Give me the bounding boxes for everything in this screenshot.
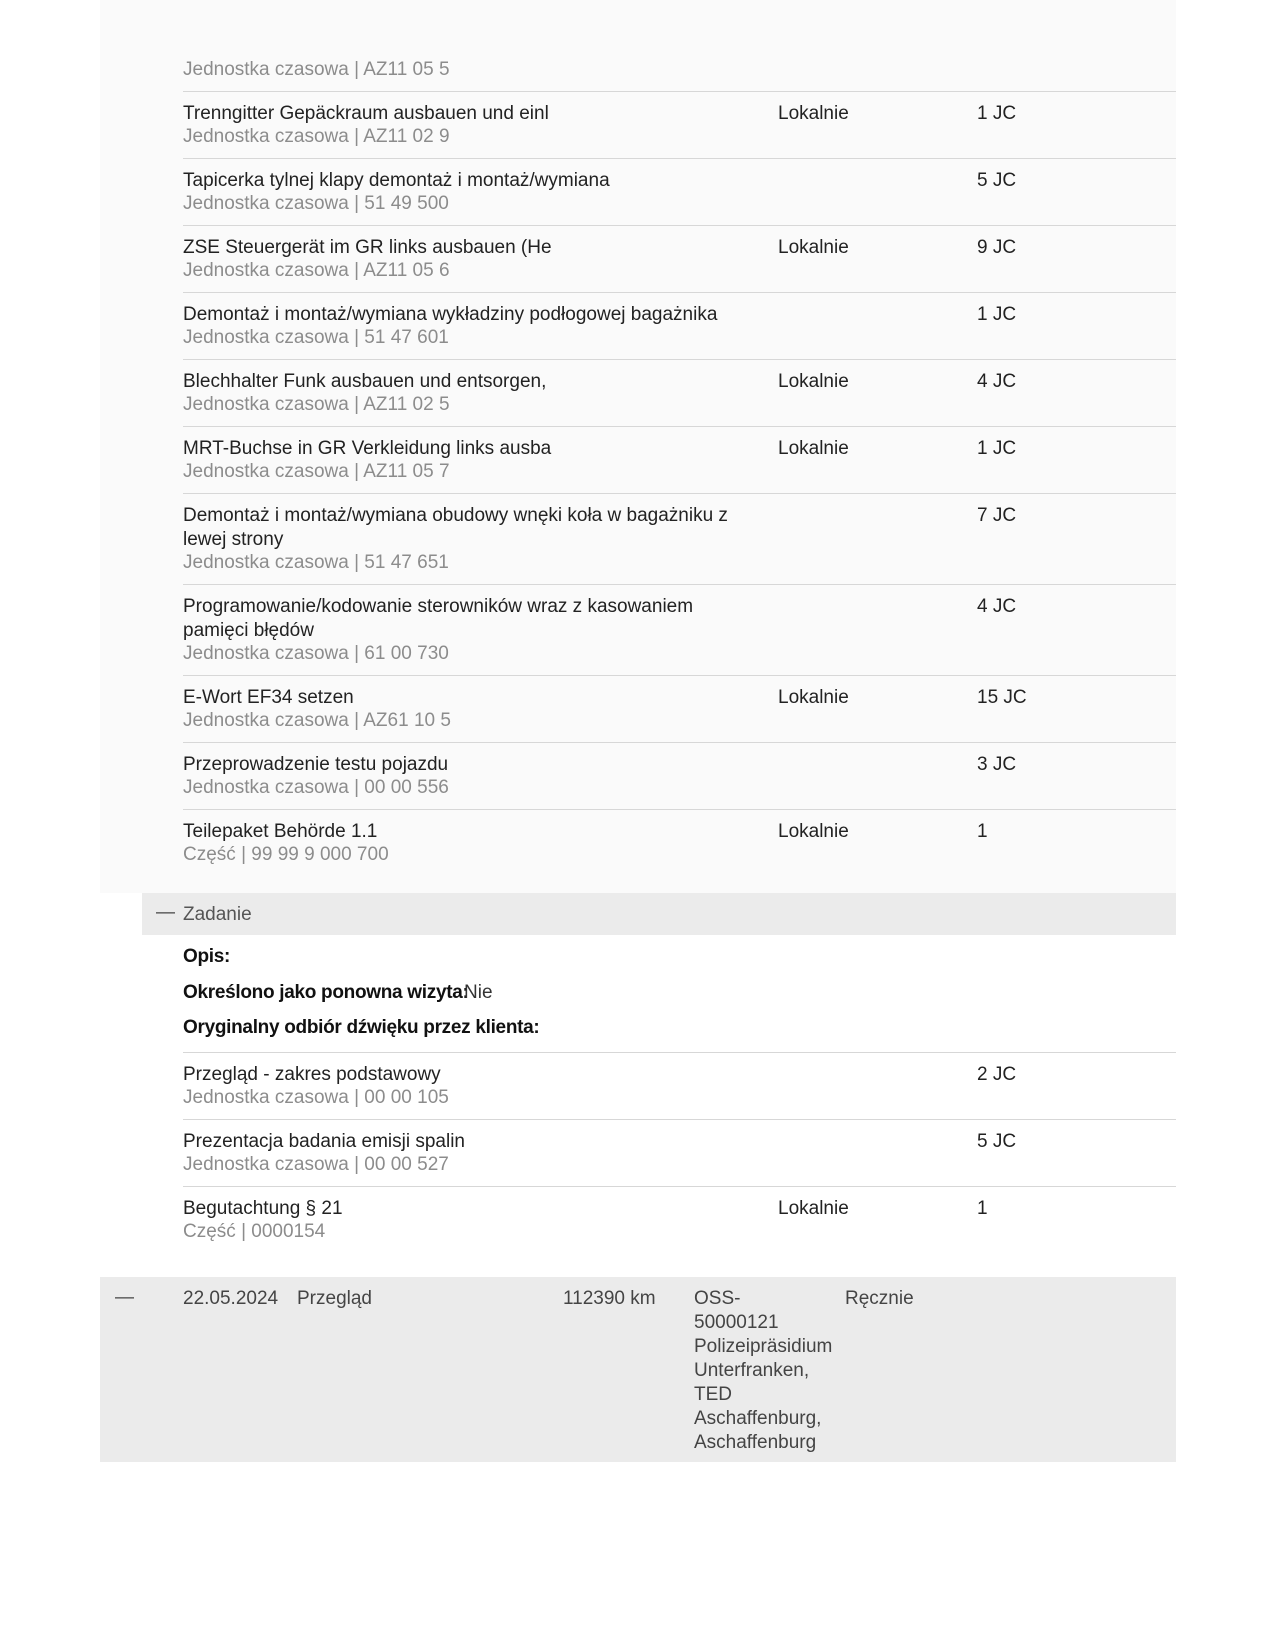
item-name: ZSE Steuergerät im GR links ausbauen (He bbox=[183, 237, 552, 258]
list-item bbox=[183, 585, 1176, 676]
item-name: Przeprowadzenie testu pojazdu bbox=[183, 754, 449, 775]
visit-row[interactable] bbox=[100, 1277, 1176, 1462]
minus-icon[interactable]: — bbox=[115, 1287, 134, 1308]
dealer-line: Unterfranken, bbox=[694, 1360, 810, 1381]
revisit-value: Nie bbox=[464, 982, 493, 1003]
item-name: Blechhalter Funk ausbauen und entsorgen, bbox=[183, 371, 547, 392]
item-sub: Część | 99 99 9 000 700 bbox=[183, 844, 389, 865]
visit-entry-mode: Ręcznie bbox=[845, 1288, 914, 1309]
item-name: Tapicerka tylnej klapy demontaż i montaż/wymiana bbox=[183, 170, 610, 191]
item-name: Programowanie/kodowanie sterowników wraz z kasowaniem pamięci błędów bbox=[183, 596, 694, 641]
item-sub: Jednostka czasowa | AZ11 02 9 bbox=[183, 126, 450, 147]
item-sub: Część | 0000154 bbox=[183, 1221, 326, 1242]
item-location: Lokalnie bbox=[778, 103, 849, 124]
list-item bbox=[183, 676, 1176, 743]
list-item bbox=[183, 810, 1176, 880]
visit-type: Przegląd bbox=[297, 1288, 372, 1309]
item-location: Lokalnie bbox=[778, 371, 849, 392]
task-section-header[interactable] bbox=[142, 893, 1176, 935]
item-quantity: 4 JC bbox=[977, 596, 1017, 617]
item-sub: Jednostka czasowa | AZ11 05 6 bbox=[183, 260, 450, 281]
list-item bbox=[183, 360, 1176, 427]
item-sub: Jednostka czasowa | AZ11 02 5 bbox=[183, 394, 450, 415]
list-item bbox=[183, 293, 1176, 360]
item-quantity: 1 JC bbox=[977, 304, 1017, 325]
dealer-line: TED bbox=[694, 1384, 732, 1405]
list-item bbox=[183, 226, 1176, 293]
dealer-line: Aschaffenburg bbox=[694, 1432, 817, 1453]
list-item bbox=[183, 427, 1176, 494]
list-item bbox=[183, 1120, 1176, 1187]
list-item bbox=[183, 494, 1176, 585]
item-name: MRT-Buchse in GR Verkleidung links ausba bbox=[183, 438, 552, 459]
item-quantity: 5 JC bbox=[977, 170, 1017, 191]
dealer-line: Polizeipräsidium bbox=[694, 1336, 833, 1357]
visit-date: 22.05.2024 bbox=[183, 1288, 279, 1309]
item-name: E-Wort EF34 setzen bbox=[183, 687, 354, 708]
visit-dealer bbox=[694, 1287, 832, 1455]
item-sub: Jednostka czasowa | AZ11 05 7 bbox=[183, 461, 450, 482]
item-name: Teilepaket Behörde 1.1 bbox=[183, 821, 378, 842]
item-sub: Jednostka czasowa | 00 00 105 bbox=[183, 1087, 449, 1108]
original-complaint-label: Oryginalny odbiór dźwięku przez klienta: bbox=[183, 1017, 540, 1038]
item-sub: Jednostka czasowa | AZ11 05 5 bbox=[183, 59, 450, 80]
item-name: Demontaż i montaż/wymiana obudowy wnęki koła w bagażniku z lewej strony bbox=[183, 505, 728, 550]
item-quantity: 4 JC bbox=[977, 371, 1017, 392]
item-quantity: 1 JC bbox=[977, 103, 1017, 124]
task-section-label: Zadanie bbox=[183, 904, 252, 925]
list-item bbox=[183, 159, 1176, 226]
item-sub: Jednostka czasowa | AZ61 10 5 bbox=[183, 710, 451, 731]
item-sub: Jednostka czasowa | 51 47 651 bbox=[183, 552, 449, 573]
item-name: Przegląd - zakres podstawowy bbox=[183, 1064, 441, 1085]
dealer-line: 50000121 bbox=[694, 1312, 779, 1333]
item-sub: Jednostka czasowa | 61 00 730 bbox=[183, 643, 449, 664]
description-label: Opis: bbox=[183, 946, 231, 967]
item-sub: Jednostka czasowa | 00 00 527 bbox=[183, 1154, 449, 1175]
item-name: Prezentacja badania emisji spalin bbox=[183, 1131, 465, 1152]
service-history-page bbox=[100, 0, 1176, 1650]
item-sub: Jednostka czasowa | 51 49 500 bbox=[183, 193, 449, 214]
item-name: Demontaż i montaż/wymiana wykładziny podłogowej bagażnika bbox=[183, 304, 718, 325]
item-quantity: 3 JC bbox=[977, 754, 1017, 775]
item-quantity: 1 bbox=[977, 1198, 988, 1219]
list-item bbox=[183, 92, 1176, 159]
item-sub: Jednostka czasowa | 51 47 601 bbox=[183, 327, 449, 348]
item-location: Lokalnie bbox=[778, 438, 849, 459]
item-location: Lokalnie bbox=[778, 1198, 849, 1219]
item-quantity: 2 JC bbox=[977, 1064, 1017, 1085]
item-quantity: 15 JC bbox=[977, 687, 1027, 708]
item-location: Lokalnie bbox=[778, 687, 849, 708]
item-quantity: 7 JC bbox=[977, 505, 1017, 526]
item-quantity: 9 JC bbox=[977, 237, 1017, 258]
item-name: Trenngitter Gepäckraum ausbauen und einl bbox=[183, 103, 549, 124]
service-items-block bbox=[100, 0, 1176, 893]
item-location: Lokalnie bbox=[778, 237, 849, 258]
dealer-line: Aschaffenburg, bbox=[694, 1408, 822, 1429]
list-item bbox=[183, 743, 1176, 810]
visit-mileage: 112390 km bbox=[563, 1288, 656, 1309]
minus-icon[interactable]: — bbox=[156, 902, 175, 923]
list-item bbox=[183, 1187, 1176, 1257]
dealer-line: OSS- bbox=[694, 1288, 741, 1309]
revisit-label: Określono jako ponowna wizyta: bbox=[183, 982, 469, 1003]
item-quantity: 1 JC bbox=[977, 438, 1017, 459]
item-quantity: 5 JC bbox=[977, 1131, 1017, 1152]
item-location: Lokalnie bbox=[778, 821, 849, 842]
item-name: Begutachtung § 21 bbox=[183, 1198, 343, 1219]
item-sub: Jednostka czasowa | 00 00 556 bbox=[183, 777, 449, 798]
item-quantity: 1 bbox=[977, 821, 988, 842]
list-item bbox=[183, 1053, 1176, 1120]
